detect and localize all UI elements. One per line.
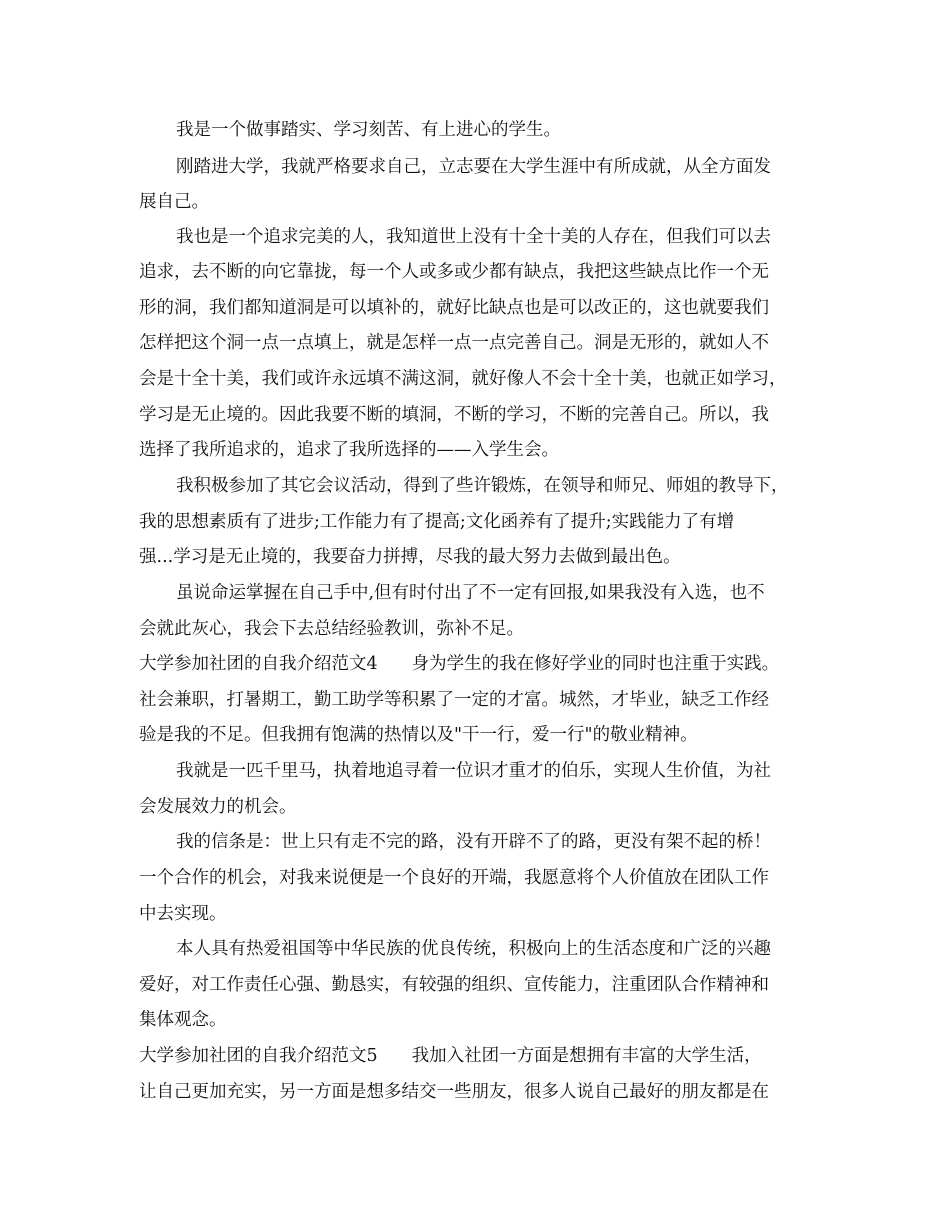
text-line: 追求，去不断的向它靠拢，每一个人或多或少都有缺点，我把这些缺点比作一个无 (139, 262, 769, 282)
heading-text: 我加入社团一方面是想拥有丰富的大学生活， (411, 1046, 762, 1066)
text-line: 怎样把这个洞一点一点填上，就是怎样一点一点完善自己。洞是无形的，就如人不 (139, 333, 769, 353)
text-line: 刚踏进大学，我就严格要求自己，立志要在大学生涯中有所成就，从全方面发 (176, 157, 771, 177)
text-line: 我是一个做事踏实、学习刻苦、有上进心的学生。 (176, 120, 561, 140)
text-line: 会是十全十美，我们或许永远填不满这洞，就好像人不会十全十美，也就正如学习， (139, 369, 787, 389)
text-line: 学习是无止境的。因此我要不断的填洞，不断的学习，不断的完善自己。所以，我 (139, 405, 769, 425)
heading-title: 大学参加社团的自我介绍范文4 (139, 654, 378, 674)
section-heading-5 (139, 1044, 819, 1068)
text-line: 我积极参加了其它会议活动，得到了些许锻炼，在领导和师兄、师姐的教导下， (176, 476, 789, 496)
text-line: 形的洞，我们都知道洞是可以填补的，就好比缺点也是可以改正的，这也就要我们 (139, 298, 769, 318)
heading-text: 身为学生的我在修好学业的同时也注重于实践。 (411, 654, 780, 674)
text-line: 爱好，对工作责任心强、勤恳实，有较强的组织、宣传能力，注重团队合作精神和 (139, 975, 769, 995)
text-line: 中去实现。 (139, 904, 227, 924)
text-line: 让自己更加充实，另一方面是想多结交一些朋友，很多人说自己最好的朋友都是在 (139, 1082, 769, 1102)
text-line: 我的思想素质有了进步;工作能力有了提高;文化函养有了提升;实践能力了有增 (139, 512, 735, 532)
text-line: 展自己。 (139, 192, 209, 212)
heading-title: 大学参加社团的自我介绍范文5 (139, 1046, 378, 1066)
text-line: 集体观念。 (139, 1010, 227, 1030)
text-line: 验是我的不足。但我拥有饱满的热情以及"干一行，爱一行"的敬业精神。 (139, 725, 698, 745)
text-line: 虽说命运掌握在自己手中,但有时付出了不一定有回报,如果我没有入选，也不 (176, 583, 765, 603)
text-line: 我的信条是：世上只有走不完的路，没有开辟不了的路，更没有架不起的桥！ (176, 832, 771, 852)
text-line: 强...学习是无止境的，我要奋力拼搏，尽我的最大努力去做到最出色。 (139, 547, 681, 567)
text-line: 我就是一匹千里马，执着地追寻着一位识才重才的伯乐，实现人生价值，为社 (176, 761, 771, 781)
text-line: 本人具有热爱祖国等中华民族的优良传统，积极向上的生活态度和广泛的兴趣 (176, 939, 771, 959)
text-line: 社会兼职，打暑期工，勤工助学等积累了一定的才富。城然，才毕业，缺乏工作经 (139, 690, 769, 710)
text-line: 会就此灰心，我会下去总结经验教训，弥补不足。 (139, 619, 524, 639)
section-heading-4 (139, 652, 819, 676)
text-line: 选择了我所追求的，追求了我所选择的——入学生会。 (139, 440, 559, 460)
text-line: 一个合作的机会，对我来说便是一个良好的开端，我愿意将个人价值放在团队工作 (139, 868, 769, 888)
text-line: 会发展效力的机会。 (139, 797, 297, 817)
text-line: 我也是一个追求完美的人，我知道世上没有十全十美的人存在，但我们可以去 (176, 227, 771, 247)
